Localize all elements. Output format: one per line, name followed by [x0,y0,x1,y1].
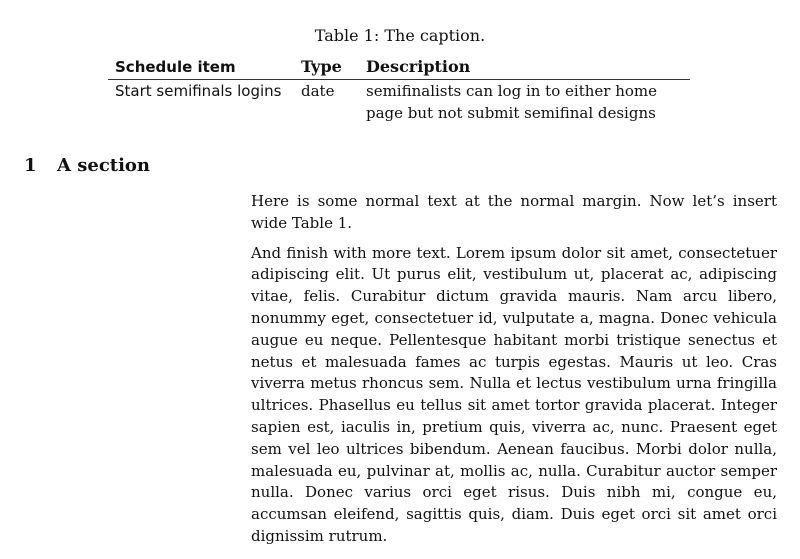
schedule-table [108,54,690,124]
section-title: A section [57,155,151,176]
paragraph: Here is some normal text at the normal margin. Now let’s insert wide Table 1. [251,192,777,232]
cell-description: semifinalists can log in to either home page but not submit semifinal designs [366,82,657,122]
section-number: 1 [24,155,37,176]
cell-type: date [301,82,335,100]
table-header-row [108,54,690,80]
column-header-type: Type [301,54,366,80]
table-row [108,80,690,125]
column-header-schedule-item: Schedule item [108,54,301,80]
cell-schedule-item: Start semifinals logins [115,82,282,100]
body-text [251,191,777,556]
section-heading [24,154,150,178]
column-header-description: Description [366,54,690,80]
paragraph: And finish with more text. Lorem ipsum dolor sit amet, consectetuer adipiscing elit. Ut purus elit, vestibulum ut, placerat ac, adipiscing vitae, felis. Curabitur dictum gravida mauris. Nam arcu libero, nonummy eget, consectetuer id, vulputate a, magna. Donec vehicula augue eu neque. Pellentesque habitant morbi tristique senectus et netus et malesuada fames ac turpis egestas. Mauris ut leo. Cras viverra metus rhoncus sem. Nulla et lectus vestibulum urna fringilla ultrices. Phasellus eu tellus sit amet tortor gravida placerat. Integer sapien est, iaculis in, pretium quis, viverra ac, nunc. Praesent eget sem vel leo ultrices bibendum. Aenean faucibus. Morbi dolor nulla, malesuada eu, pulvinar at, mollis ac, nulla. Curabitur auctor semper nulla. Donec varius orci eget risus. Duis nibh mi, congue eu, accumsan eleifend, sagittis quis, diam. Duis eget orci sit amet orci dignissim rutrum. [251,243,777,545]
table-caption: Table 1: The caption. [314,26,486,45]
